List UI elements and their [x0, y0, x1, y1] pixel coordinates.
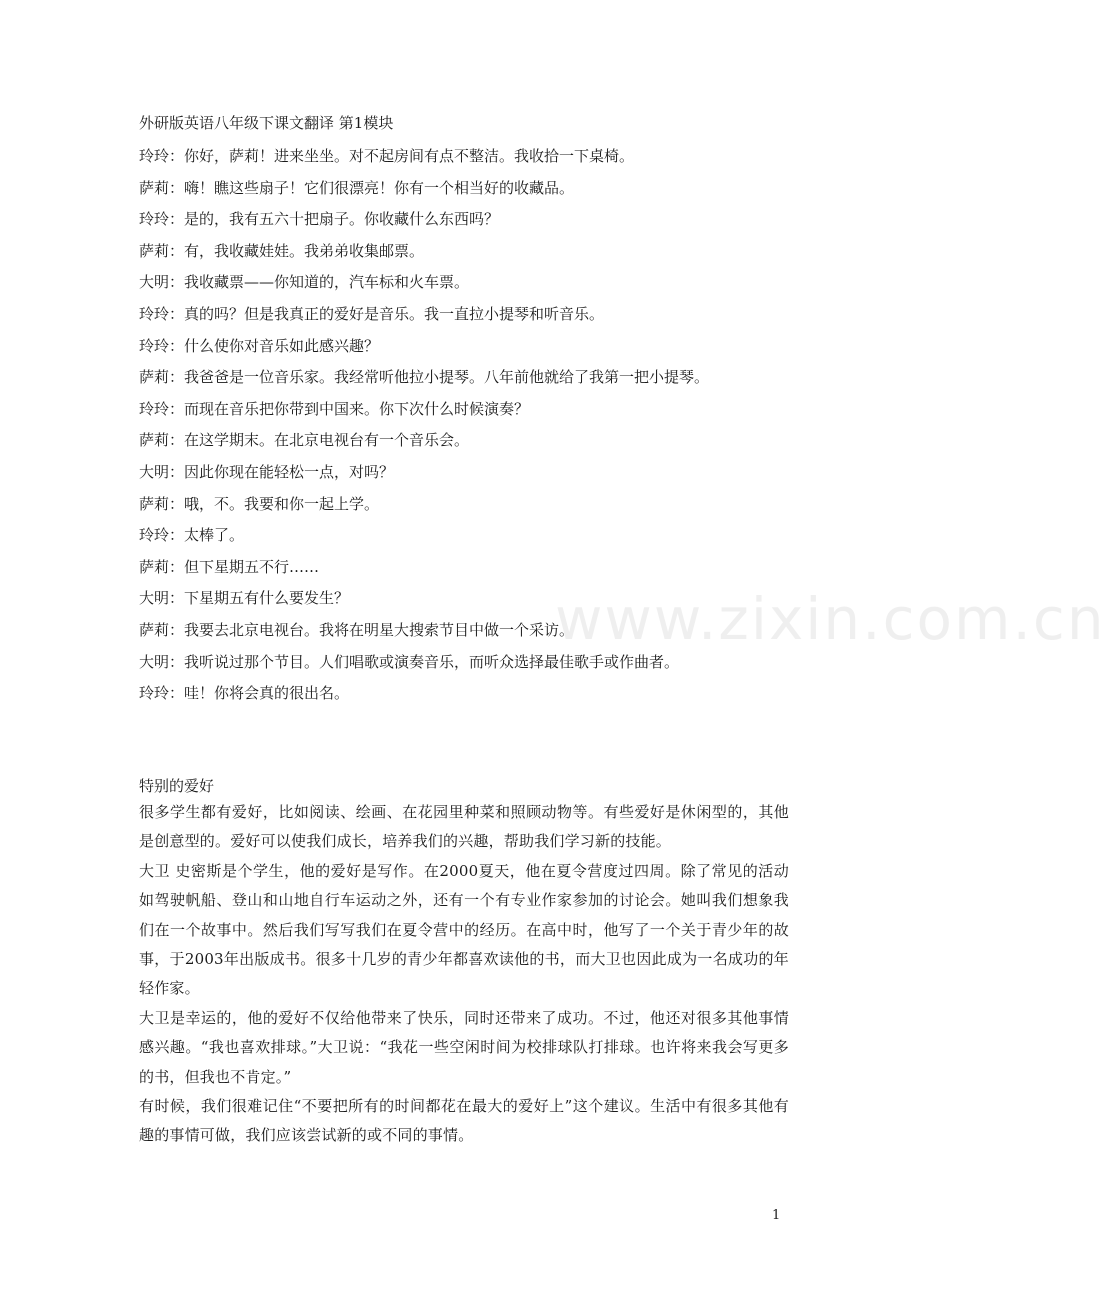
- dialogue-line: 玲玲：而现在音乐把你带到中国来。你下次什么时候演奏？: [139, 399, 530, 418]
- page-number: 1: [772, 1208, 781, 1223]
- dialogue-line: 萨莉：在这学期末。在北京电视台有一个音乐会。: [139, 431, 470, 450]
- dialogue-line: 玲玲：哇！你将会真的很出名。: [139, 684, 350, 703]
- paragraph: 很多学生都有爱好，比如阅读、绘画、在花园里种菜和照顾动物等。有些爱好是休闲型的，其他是创意型的。爱好可以使我们成长，培养我们的兴趣，帮助我们学习新的技能。: [139, 803, 789, 851]
- dialogue-line: 萨莉：我要去北京电视台。我将在明星大搜索节目中做一个采访。: [139, 620, 575, 639]
- dialogue-line: 萨莉：我爸爸是一位音乐家。我经常听他拉小提琴。八年前他就给了我第一把小提琴。: [139, 368, 710, 387]
- paragraph: 大卫是幸运的，他的爱好不仅给他带来了快乐，同时还带来了成功。不过，他还对很多其他事情感兴趣。“我也喜欢排球。”大卫说：“我花一些空闲时间为校排球队打排球。也许将来我会写更多的书，但我也不肯定。”: [139, 1008, 789, 1086]
- dialogue-line: 玲玲：真的吗？但是我真正的爱好是音乐。我一直拉小提琴和听音乐。: [139, 304, 605, 323]
- dialogue-line: 玲玲：你好，萨莉！进来坐坐。对不起房间有点不整洁。我收拾一下桌椅。: [139, 147, 635, 165]
- dialogue-line: 玲玲：是的，我有五六十把扇子。你收藏什么东西吗？: [139, 210, 500, 229]
- dialogue-line: 大明：我收藏票——你知道的，汽车标和火车票。: [139, 273, 470, 292]
- dialogue-line: 萨莉：有，我收藏娃娃。我弟弟收集邮票。: [139, 241, 425, 260]
- section-title: 特别的爱好: [139, 777, 215, 795]
- paragraph: 大卫 史密斯是个学生，他的爱好是写作。在2000夏天，他在夏令营度过四周。除了常见的活动如驾驶帆船、登山和山地自行车运动之外，还有一个有专业作家参加的讨论会。她叫我们想象我们在一个故事中。然后我们写写我们在夏令营中的经历。在高中时，他写了一个关于青少年的故事，于2003年出版成书。很多十几岁的青少年都喜欢读他的书，而大卫也因此成为一名成功的年轻作家。: [139, 861, 789, 998]
- paragraph: 有时候，我们很难记住“不要把所有的时间都花在最大的爱好上”这个建议。生活中有很多其他有趣的事情可做，我们应该尝试新的或不同的事情。: [139, 1097, 789, 1145]
- watermark: www.zixin.com.cn: [555, 585, 1106, 653]
- dialogue-line: 萨莉：嗨！瞧这些扇子！它们很漂亮！你有一个相当好的收藏品。: [139, 178, 575, 197]
- dialogue-line: 玲玲：什么使你对音乐如此感兴趣？: [139, 336, 380, 355]
- dialogue-line: 大明：我听说过那个节目。人们唱歌或演奏音乐，而听众选择最佳歌手或作曲者。: [139, 652, 680, 671]
- dialogue-list: [139, 146, 799, 715]
- dialogue-line: 萨莉：但下星期五不行……: [139, 557, 320, 576]
- dialogue-line: 玲玲：太棒了。: [139, 526, 245, 545]
- document-title: 外研版英语八年级下课文翻译 第1模块: [139, 114, 394, 132]
- dialogue-line: 萨莉：哦，不。我要和你一起上学。: [139, 494, 380, 513]
- reading-section: [139, 774, 789, 1151]
- dialogue-line: 大明：下星期五有什么要发生？: [139, 589, 350, 608]
- dialogue-line: 大明：因此你现在能轻松一点，对吗？: [139, 462, 395, 481]
